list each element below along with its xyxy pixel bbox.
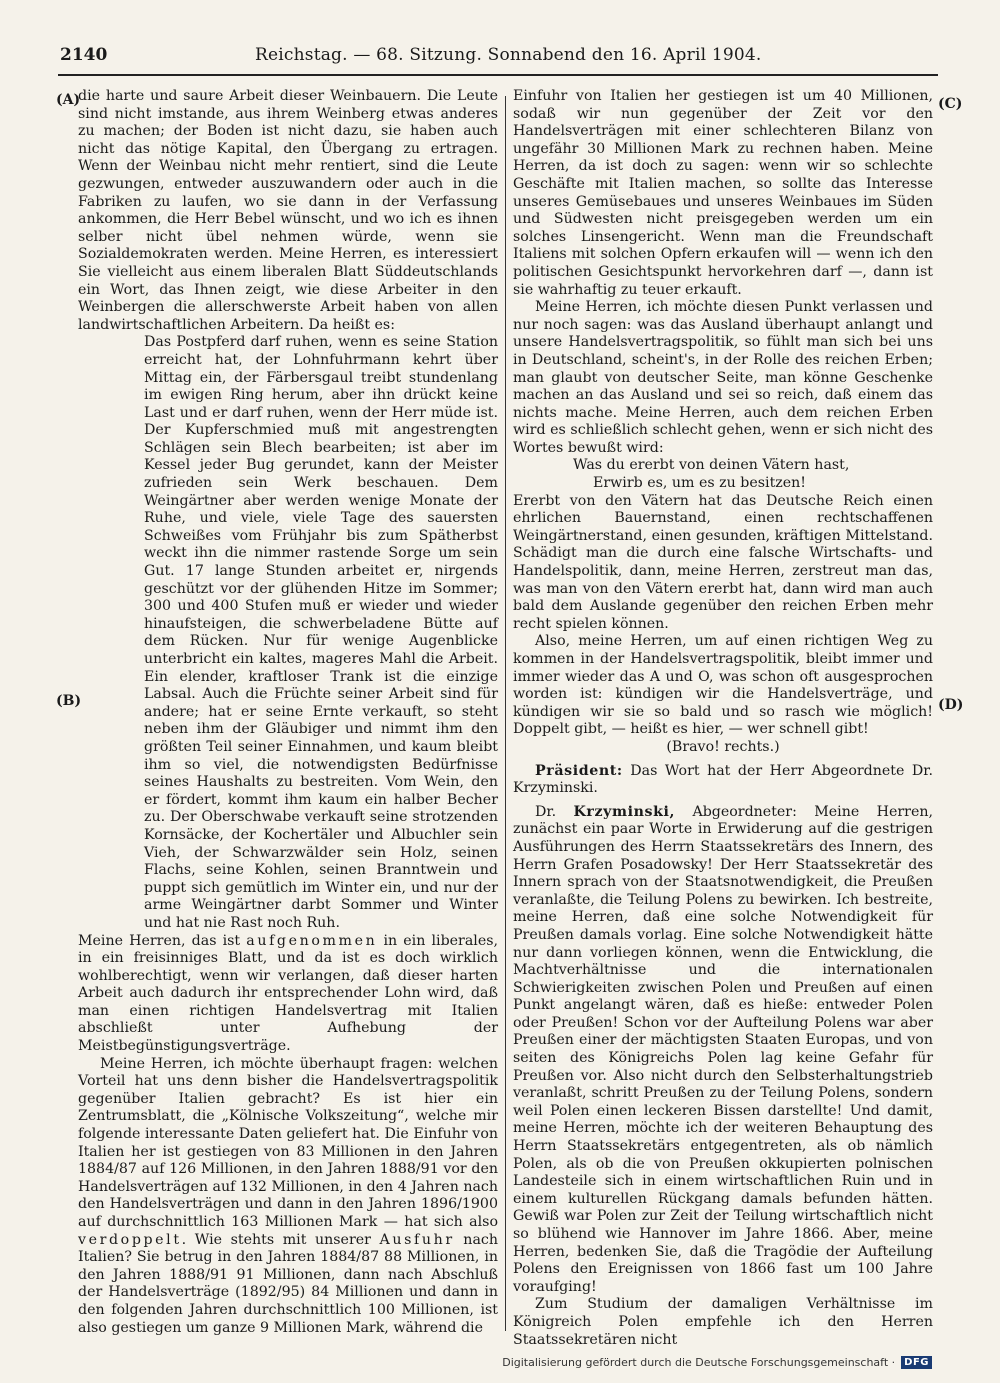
text-run: in ein liberales, in ein freisinniges Blatt, und da ist es doch wirklich wohlberechtigt, wenn wir verlangen, daß dieser harten Arbeit auch dadurch ihr entsprechender Lohn wird, daß man einen richtigen Handelsvertrag mit Italien abschließt unter Aufhebung der Meistbegünstigungsverträge.	[78, 932, 499, 1055]
paragraph	[78, 933, 498, 1056]
margin-mark-b: (B)	[56, 693, 82, 709]
page-number: 2140	[60, 45, 108, 65]
paragraph: Zum Studium der damaligen Verhältnisse im Königreich Polen empfehle ich den Herren Staatssekretären nicht	[513, 1296, 933, 1348]
page-header	[60, 45, 936, 71]
applause-note: (Bravo! rechts.)	[666, 738, 780, 755]
emphasis: Ausfuhr	[379, 1231, 455, 1248]
text-run: Dr.	[535, 803, 574, 820]
paragraph	[78, 1056, 498, 1338]
speaker-label: Präsident:	[535, 762, 623, 779]
speaker-label: Krzyminski,	[573, 803, 676, 820]
paragraph: Meine Herren, ich möchte diesen Punkt verlassen und nur noch sagen: was das Ausland überhaupt anlangt und unsere Handelsvertragspolitik, so fühlt man sich bei uns in Deutschland, scheint's, in der Rolle des reichen Erben; man glaubt von deutscher Seite, man könne Geschenke machen an das Ausland und sei so reich, daß einem das nichts mache. Meine Herren, auch dem reichen Erben wird es schließlich schlecht gehen, wenn er sich nicht des Wortes bewußt wird:	[513, 299, 933, 456]
emphasis: verdoppelt	[78, 1231, 182, 1248]
text-run: Meine Herren, ich möchte überhaupt fragen: welchen Vorteil hat uns denn bisher die Handelsvertragspolitik gegenüber Italien gebracht? Es ist hier ein Zentrumsblatt, die „Kölnische Volkszeitung“, welche mir folgende interessante Daten geliefert hat. Die Einfuhr von Italien her ist gestiegen von 83 Millionen in den Jahren 1884/87 auf 126 Millionen, in den Jahren 1888/91 vor den Handelsverträgen auf 132 Millionen, in den 4 Jahren nach den Handelsverträgen und dann in den Jahren 1896/1900 auf durchschnittlich 163 Millionen Mark — hat sich also	[78, 1055, 499, 1230]
column-divider	[505, 96, 506, 1331]
margin-mark-c: (C)	[938, 96, 963, 112]
text-run: Abgeordneter: Meine Herren, zunächst ein paar Worte in Erwiderung auf die gestrigen Ausführungen des Herrn Staatssekretärs des Innern, des Herrn Grafen Posadowsky! Der Herr Staatssekretär des Innern sprach von der Staatsnotwendigkeit, die Preußen veranlaßte, die Teilung Polens zu bewirken. Ich bestreite, meine Herren, daß eine solche Notwendigkeit für Preußen damals vorlag. Eine solche Notwendigkeit hätte nur dann vorliegen können, wenn die Entwicklung, die Machtverhältnisse und die internationalen Schwierigkeiten zwischen Polen und Preußen auf einen Punkt angelangt wären, daß es hieße: entweder Polen oder Preußen! Schon vor der Aufteilung Polens war aber Preußen einer der mächtigsten Staaten Europas, und von seiten des Königreichs Polen lag keine Gefahr für Preußen vor. Also nicht durch den Selbsterhaltungstrieb veranlaßt, schritt Preußen zu der Teilung Polens, sondern weil Polen einen leckeren Bissen darstellte! Und damit, meine Herren, möchte ich der weiteren Behauptung des Herrn Staatssekretärs entgegentreten, als ob nämlich Polen, als ob die von Preußen okkupierten polnischen Landesteile sich in einem wirtschaftlichen Ruin und in einem kulturellen Rückgang damals befunden hätten. Gewiß war Polen zur Zeit der Teilung wirtschaftlich nicht so blühend wie Hannover im Jahre 1866. Aber, meine Herren, bedenken Sie, daß die Tragödie der Aufteilung Polens den Ereignissen von 1866 fast um 100 Jahre voraufging!	[513, 803, 933, 1295]
block-quote: Das Postpferd darf ruhen, wenn es seine Station erreicht hat, der Lohnfuhrmann kehrt über Mittag ein, der Färbersgaul treibt stundenlang im ewigen Ring herum, aber ihn drückt keine Last und er darf ruhen, wenn der Herr müde ist. Der Kupferschmied muß mit angestrengten Schlägen sein Blech bearbeiten; ist aber im Kessel jeder Bug gerundet, kann der Meister zufrieden sein Werk beschauen. Dem Weingärtner aber werden wenige Monate der Ruhe, und viele, viele Tage des sauersten Schweißes vom Frühjahr bis zum Spätherbst weckt ihn die nimmer rastende Sorge um sein Gut. 17 lange Stunden arbeitet er, nirgends geschützt vor der glühenden Hitze im Sommer; 300 und 400 Stufen muß er wieder und wieder hinaufsteigen, die schwerbeladene Bütte auf dem Rücken. Nur für wenige Augenblicke unterbricht ein kaltes, mageres Mahl die Arbeit. Ein elender, kraftloser Trank ist die einzige Labsal. Auch die Früchte seiner Arbeit sind für andere; hat er seine Ernte verkauft, so steht neben ihm der Gläubiger und nimmt ihm den größten Teil seiner Einnahmen, und kaum bleibt ihm so viel, die notwendigsten Bedürfnisse seines Haushalts zu bestreiten. Vom Wein, den er fördert, kommt ihm kaum ein halber Becher zu. Der Oberschwabe verkauft seine strotzenden Kornsäcke, der Kochertäler und Albuchler sein Vieh, der Schwarzwälder sein Holz, seinen Flachs, seine Kohlen, seinen Branntwein und puppt sich gemütlich im Winter ein, und nur der arme Weingärtner darbt Sommer und Winter und hat nie Rast noch Ruh.	[144, 334, 498, 931]
footer	[502, 1356, 932, 1369]
margin-mark-d: (D)	[938, 697, 964, 713]
paragraph: Also, meine Herren, um auf einen richtigen Weg zu kommen in der Handelsvertragspolitik, bleibt immer und immer wieder das A und O, was schon oft ausgesprochen worden ist: kündigen wir die Handelsverträge, und kündigen wir sie so bald und so rasch wie möglich! Doppelt gibt, — heißt es hier, — wer schnell gibt!	[513, 633, 933, 738]
paragraph: die harte und saure Arbeit dieser Weinbauern. Die Leute sind nicht imstande, aus ihrem Weinberg etwas anderes zu machen; der Boden ist nicht dazu, sie haben auch nicht das nötige Kapital, den Übergang zu ertragen. Wenn der Weinbau nicht mehr rentiert, sind die Leute gezwungen, entweder auszuwandern oder auch in die Fabriken zu laufen, wo sie dann in der Verfassung ankommen, die Herr Bebel wünscht, und wo ich es ihnen selber nicht übel nehmen würde, wenn sie Sozialdemokraten werden. Meine Herren, es interessiert Sie vielleicht aus einem liberalen Blatt Süddeutschlands ein Wort, das Ihnen zeigt, wie diese Arbeiter in den Weinbergen die allerschwerste Arbeit haben von allen landwirtschaftlichen Arbeitern. Da heißt es:	[78, 88, 498, 333]
running-title: Reichstag. — 68. Sitzung. Sonnabend den 16. April 1904.	[255, 45, 762, 65]
left-column	[78, 88, 498, 1337]
dfg-logo: DFG	[901, 1356, 932, 1369]
text-run: . Wie stehts mit unserer	[181, 1231, 380, 1248]
header-rule	[58, 74, 938, 76]
president-remark	[513, 763, 933, 798]
speech	[513, 804, 933, 1297]
paragraph: Einfuhr von Italien her gestiegen ist um 40 Millionen, sodaß wir nun gegenüber der Zeit vor den Handelsverträgen mit einer schlechteren Bilanz von ungefähr 30 Millionen Mark zu rechnen haben. Meine Herren, da ist doch zu sagen: wenn wir so schlechte Geschäfte mit Italien machen, so sollte das Interesse unseres Gemüsebaues und unseres Weinbaues im Süden und Südwesten nicht preisgegeben werden um ein solches Linsengericht. Wenn man die Freundschaft Italiens mit solchen Opfern erkaufen will — wenn ich den politischen Gesichtspunkt hervorkehren darf —, dann ist sie wahrhaftig zu teuer erkauft.	[513, 88, 933, 298]
right-column	[513, 88, 933, 1349]
paragraph: Ererbt von den Vätern hat das Deutsche Reich einen ehrlichen Bauernstand, einen rechtschaffenen Weingärtnerstand, einen gesunden, kräftigen Mittelstand. Schädigt man die durch eine falsche Wirtschafts- und Handelspolitik, dann, meine Herren, zerstreut man das, was man von den Vätern ererbt hat, dann wird man auch bald dem Auslande gegenüber den reichen Erben mehr recht spielen können.	[513, 492, 933, 632]
footer-text: Digitalisierung gefördert durch die Deutsche Forschungsgemeinschaft ·	[502, 1356, 896, 1369]
verse-line: Was du ererbt von deinen Vätern hast,	[573, 457, 850, 474]
text-run: Das Wort hat der Herr Abgeordnete Dr. Krzyminski.	[513, 762, 933, 797]
emphasis: aufgenommen	[246, 932, 378, 949]
text-run: nach Italien? Sie betrug in den Jahren 1884/87 88 Millionen, in den Jahren 1888/91 91 Millionen, dann nach Abschluß der Handelsverträge (1892/95) 84 Millionen und dann in den folgenden Jahren durchschnittlich 100 Millionen, ist also gestiegen um ganze 9 Millionen Mark, während die	[78, 1231, 498, 1336]
text-run: Meine Herren, das ist	[78, 932, 247, 949]
margin-mark-a: (A)	[56, 92, 81, 108]
verse-line: Erwirb es, um es zu besitzen!	[593, 475, 807, 492]
